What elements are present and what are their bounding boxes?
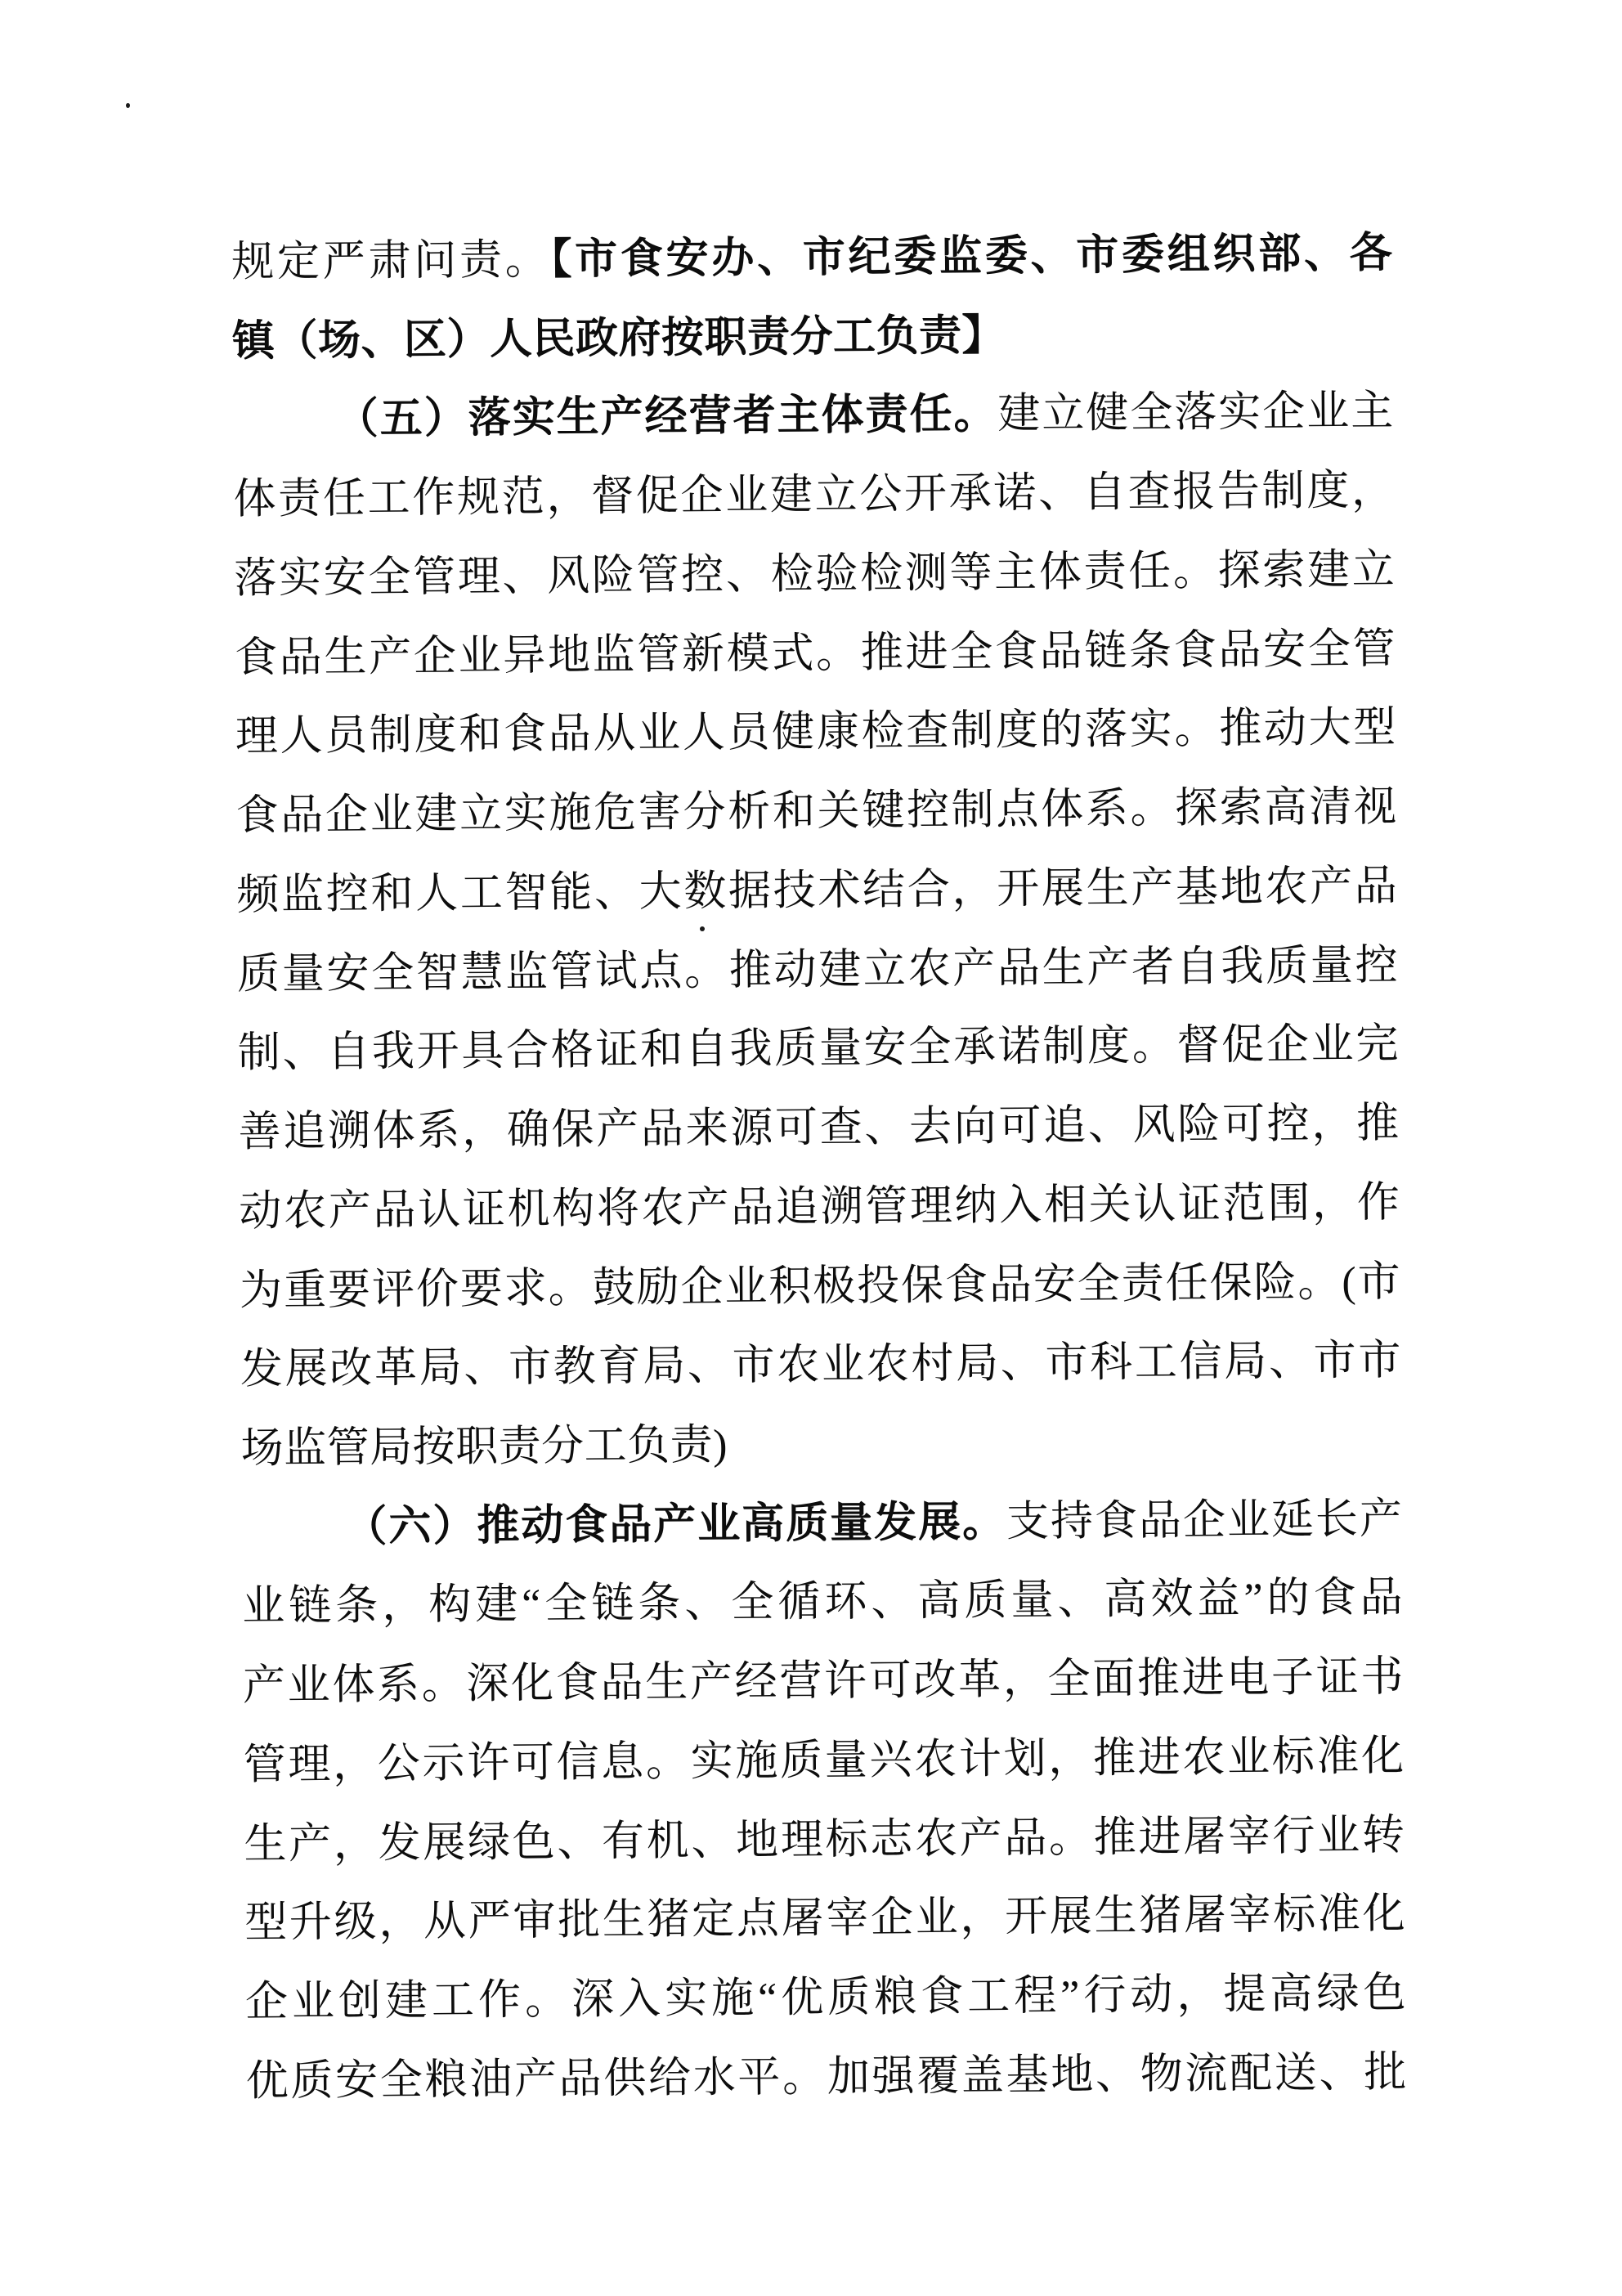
line-24 [245, 2034, 1407, 2122]
line-12 [238, 1085, 1400, 1173]
line-11 [238, 1006, 1400, 1094]
line-06 [235, 610, 1396, 698]
line-20 [243, 1717, 1405, 1805]
body-text: 质量安全智慧监管试点。推动建立农产品生产者自我质量控 [236, 942, 1399, 998]
line-19 [243, 1639, 1405, 1727]
agency-list-text: 发展改革局、市教育局、市农业农村局、市科工信局、市市 [240, 1337, 1402, 1393]
section-6-heading: （六）推动食品产业高质量发展。 [344, 1498, 1007, 1551]
line-22 [244, 1876, 1406, 1964]
line-07 [235, 689, 1396, 778]
line-13 [239, 1164, 1400, 1252]
line-23 [245, 1955, 1407, 2043]
body-text: 食品企业建立实施危害分析和关键控制点体系。探索高清视 [235, 783, 1397, 840]
body-text: 企业创建工作。深入实施“优质粮食工程”行动，提高绿色 [244, 1970, 1407, 2026]
body-text: 支持食品企业延长产 [1006, 1496, 1403, 1545]
line-10 [237, 926, 1399, 1015]
body-text: 规定严肃问责。 [231, 236, 551, 286]
body-text: 为重要评价要求。鼓励企业积极投保食品安全责任保险。(市 [239, 1258, 1401, 1315]
body-text: 型升级，从严审批生猪定点屠宰企业，开展生猪屠宰标准化 [244, 1890, 1406, 1947]
agency-bracket-text: 【市食安办、市纪委监委、市委组织部、各 [550, 230, 1393, 284]
line-01 [231, 214, 1393, 303]
line-18 [242, 1559, 1404, 1648]
body-text: 理人员制度和食品从业人员健康检查制度的落实。推动大型 [235, 704, 1397, 760]
body-text: 生产，发展绿色、有机、地理标志农产品。推进屠宰行业转 [244, 1812, 1405, 1868]
body-text: 频监控和人工智能、大数据技术结合，开展生产基地农产品 [236, 863, 1398, 919]
line-03 [232, 373, 1394, 461]
body-text: 体责任工作规范，督促企业建立公开承诺、自查报告制度， [233, 467, 1395, 523]
body-text: 动农产品认证机构将农产品追溯管理纳入相关认证范围，作 [239, 1179, 1400, 1235]
line-14 [240, 1243, 1401, 1331]
line-09 [236, 847, 1398, 935]
body-text: 落实安全管理、风险管控、检验检测等主体责任。探索建立 [234, 546, 1396, 603]
body-text: 管理，公示许可信息。实施质量兴农计划，推进农业标准化 [243, 1733, 1405, 1789]
line-02 [232, 294, 1394, 382]
scan-speck [126, 103, 130, 108]
line-15 [240, 1322, 1402, 1410]
line-16 [240, 1401, 1402, 1489]
line-08 [235, 769, 1397, 857]
body-text: 建立健全落实企业主 [997, 388, 1394, 438]
body-text-block [231, 214, 1407, 2122]
body-text: 制、自我开具合格证和自我质量安全承诺制度。督促企业完 [237, 1020, 1400, 1077]
body-text: 善追溯体系，确保产品来源可查、去向可追、风险可控，推 [238, 1100, 1400, 1156]
line-04 [233, 452, 1395, 540]
line-21 [244, 1796, 1405, 1885]
line-17 [241, 1480, 1403, 1568]
body-text: 优质安全粮油产品供给水平。加强覆盖基地、物流配送、批 [245, 2049, 1407, 2105]
agency-list-text: 场监管局按职责分工负责) [240, 1421, 728, 1473]
agency-bracket-text: 镇（场、区）人民政府按职责分工负责】 [231, 312, 1006, 365]
body-text: 食品生产企业异地监管新模式。推进全食品链条食品安全管 [234, 626, 1396, 682]
section-5-heading: （五）落实生产经营者主体责任。 [335, 391, 998, 444]
line-05 [234, 531, 1396, 619]
body-text: 产业体系。深化食品生产经营许可改革，全面推进电子证书 [242, 1653, 1405, 1710]
body-text: 业链条，构建“全链条、全循环、高质量、高效益”的食品 [241, 1574, 1404, 1631]
